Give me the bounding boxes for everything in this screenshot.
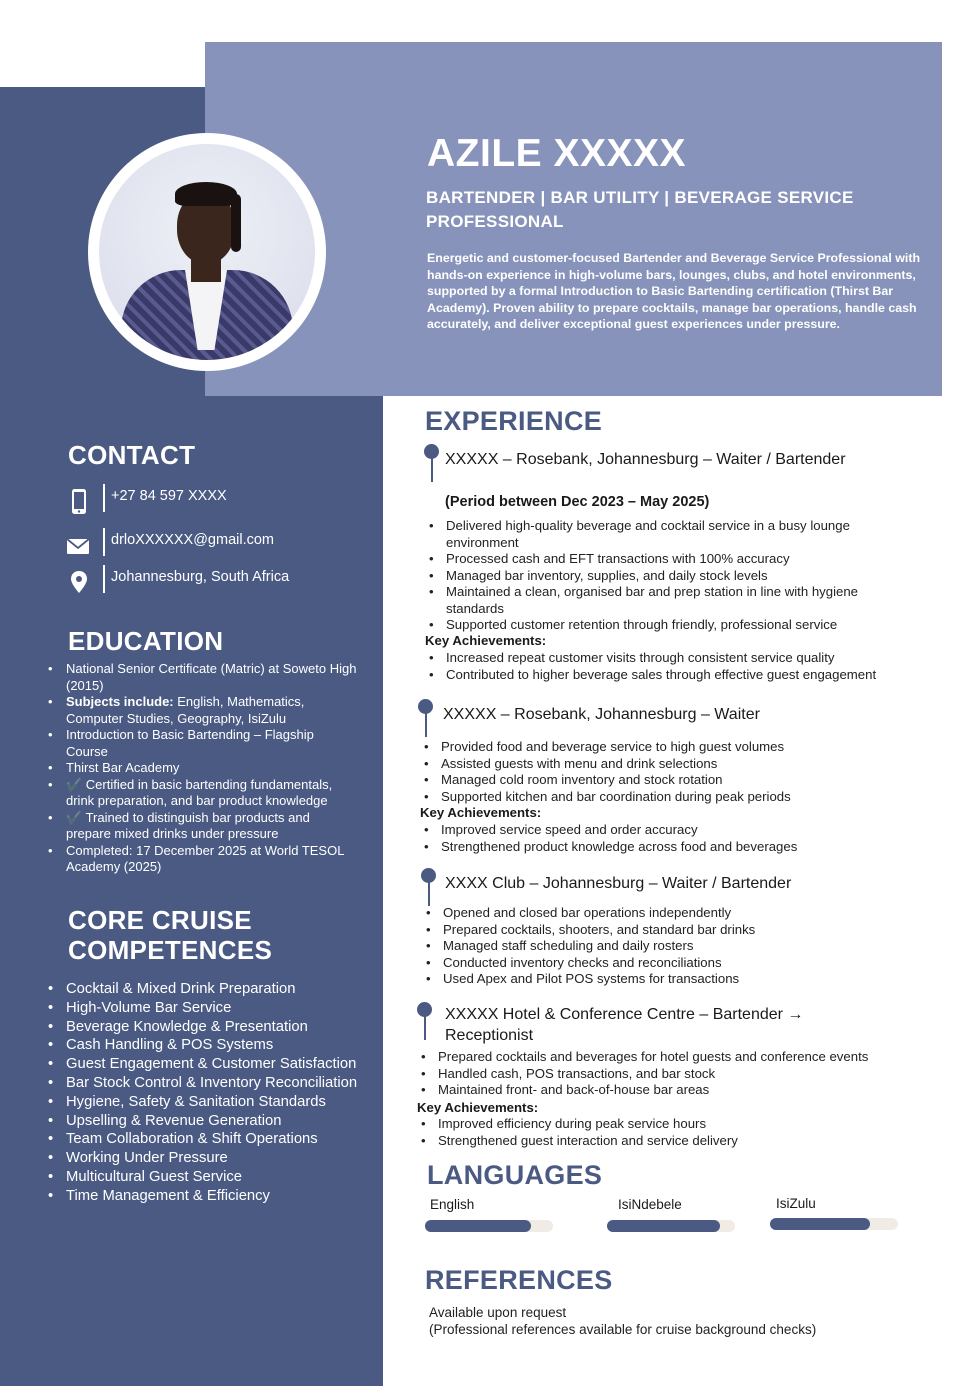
education-heading: EDUCATION [68,626,224,656]
timeline-marker [424,444,440,484]
list-item: • Bar Stock Control & Inventory Reconciliation [48,1074,368,1093]
location-icon [66,569,92,595]
list-item: • Increased repeat customer visits through consistent service quality [426,650,946,667]
profile-summary: Energetic and customer-focused Bartender and Beverage Service Professional with hands-on experience in high-volume bars, lounges, clubs, and hotel environments, supported by a formal Introduction to Basic Bartending certification (Thirst Bar Academy). Proven ability to prepare cocktails, manage bar operations, handle cash accurately, and deliver exceptional guest experiences under pressure. [427,251,921,331]
list-item: • Delivered high-quality beverage and cocktail service in a busy lounge environment [426,518,916,551]
list-item: • Time Management & Efficiency [48,1187,368,1206]
phone-icon [66,488,92,514]
job-title: XXXXX – Rosebank, Johannesburg – Waiter [443,706,760,723]
job-duties [423,905,913,988]
list-item: • Cocktail & Mixed Drink Preparation [48,980,368,999]
list-item: • Team Collaboration & Shift Operations [48,1130,368,1149]
list-item: • Managed staff scheduling and daily rosters [423,938,913,955]
list-item: • Managed bar inventory, supplies, and daily stock levels [426,568,916,585]
language-bar [607,1220,735,1232]
list-item: • Cash Handling & POS Systems [48,1036,368,1055]
list-item: • Improved service speed and order accuracy [421,822,911,839]
references-note: (Professional references available for cruise background checks) [429,1322,817,1337]
language-bar-fill [607,1220,720,1232]
profile-photo [99,144,315,360]
list-item: • Strengthened guest interaction and service delivery [418,1133,908,1150]
list-item: • Used Apex and Pilot POS systems for transactions [423,971,913,988]
competencies-list [48,980,368,1206]
list-item: • Subjects include: English, Mathematics, Computer Studies, Geography, IsiZulu [48,694,358,727]
job-duties [418,1049,928,1099]
email-icon [66,532,92,558]
list-item: • ✔️ Certified in basic bartending fundamentals, drink preparation, and bar product knowledge [48,777,358,810]
achievements-label: Key Achievements: [417,1100,539,1115]
language-bar-fill [770,1218,870,1230]
list-item: • High-Volume Bar Service [48,999,368,1018]
list-item: • Provided food and beverage service to high guest volumes [421,739,911,756]
list-item: • Improved efficiency during peak service hours [418,1116,908,1133]
contact-phone [66,484,366,514]
references-heading: REFERENCES [425,1265,613,1295]
list-item: • Beverage Knowledge & Presentation [48,1018,368,1037]
language-bar [425,1220,553,1232]
language-bar [770,1218,898,1230]
job-title: XXXXX – Rosebank, Johannesburg – Waiter / Bartender [445,451,846,468]
contact-heading: CONTACT [68,440,196,470]
contact-location [66,565,366,595]
timeline-marker [421,868,437,908]
list-item: • Opened and closed bar operations independently [423,905,913,922]
list-item: • Contributed to higher beverage sales through effective guest engagement [426,667,946,684]
email-text[interactable]: drloXXXXXX@gmail.com [111,532,274,548]
list-item: • Managed cold room inventory and stock rotation [421,772,911,789]
list-item: • Supported kitchen and bar coordination during peak periods [421,789,911,806]
list-item: • Working Under Pressure [48,1149,368,1168]
list-item: • Processed cash and EFT transactions with 100% accuracy [426,551,916,568]
list-item: • Introduction to Basic Bartending – Flagship Course [48,727,358,760]
contact-email [66,528,366,558]
job-duties [421,739,911,805]
list-item: • Thirst Bar Academy [48,760,358,777]
job-title: XXXX Club – Johannesburg – Waiter / Bartender [445,875,792,892]
list-item: • Prepared cocktails, shooters, and standard bar drinks [423,922,913,939]
achievements-label: Key Achievements: [420,805,542,820]
education-list [48,661,358,876]
language-bar-fill [425,1220,531,1232]
list-item: • Upselling & Revenue Generation [48,1112,368,1131]
language-name: IsiNdebele [618,1197,682,1212]
references-availability: Available upon request [429,1305,567,1320]
list-item: • Prepared cocktails and beverages for hotel guests and conference events [418,1049,928,1066]
timeline-marker [417,1002,433,1042]
list-item: • Maintained front- and back-of-house bar areas [418,1082,928,1099]
list-item: • Strengthened product knowledge across food and beverages [421,839,911,856]
list-item: • Multicultural Guest Service [48,1168,368,1187]
job-achievements [421,822,911,855]
languages-heading: LANGUAGES [427,1160,603,1190]
language-name: IsiZulu [776,1196,816,1211]
job-achievements [418,1116,908,1149]
list-item: • Hygiene, Safety & Sanitation Standards [48,1093,368,1112]
job-duties [426,518,916,634]
job-title: XXXXX Hotel & Conference Centre – Bartender → Receptionist [445,1006,804,1044]
location-text: Johannesburg, South Africa [111,569,290,585]
list-item: • Assisted guests with menu and drink selections [421,756,911,773]
list-item: • ✔️ Trained to distinguish bar products and prepare mixed drinks under pressure [48,810,358,843]
list-item: • Guest Engagement & Customer Satisfaction [48,1055,368,1074]
candidate-name: AZILE XXXXX [427,132,687,175]
list-item: • Handled cash, POS transactions, and bar stock [418,1066,928,1083]
language-name: English [430,1197,475,1212]
phone-text[interactable]: +27 84 597 XXXX [111,488,227,504]
experience-heading: EXPERIENCE [425,406,603,436]
list-item: • Completed: 17 December 2025 at World TESOL Academy (2025) [48,843,358,876]
competencies-heading: CORE CRUISE COMPETENCES [68,905,273,965]
achievements-label: Key Achievements: [425,633,547,648]
professional-title: BARTENDER | BAR UTILITY | BEVERAGE SERVICE PROFESSIONAL [426,188,854,231]
job-achievements [426,650,946,683]
list-item: • National Senior Certificate (Matric) at Soweto High (2015) [48,661,358,694]
job-period: (Period between Dec 2023 – May 2025) [445,494,710,510]
list-item: • Supported customer retention through friendly, professional service [426,617,916,634]
list-item: • Maintained a clean, organised bar and prep station in line with hygiene standards [426,584,916,617]
timeline-marker [418,699,434,739]
list-item: • Conducted inventory checks and reconciliations [423,955,913,972]
